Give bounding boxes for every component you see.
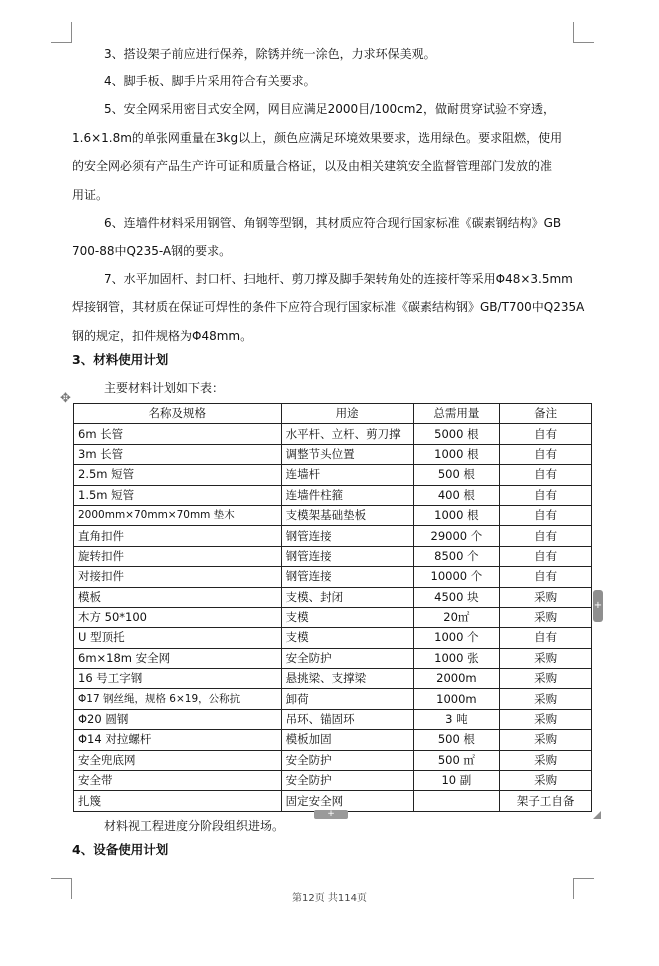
paragraph-7-line-1: 7、水平加固杆、封口杆、扫地杆、剪刀撑及脚手架转角处的连接杆等采用Φ48×3.5mm xyxy=(104,272,573,286)
cell-remark: 采购 xyxy=(500,750,592,770)
paragraph-5-line-3: 的安全网必须有产品生产许可证和质量合格证，以及由相关建筑安全监督管理部门发放的准 xyxy=(72,159,553,173)
cell-name: 6m 长管 xyxy=(74,424,282,444)
cell-name: 安全兜底网 xyxy=(74,750,282,770)
cell-quantity: 10 副 xyxy=(413,771,500,791)
table-header-row xyxy=(74,404,592,424)
crop-mark-top-right xyxy=(573,22,594,43)
cell-quantity: 10000 个 xyxy=(413,567,500,587)
cell-quantity: 4500 块 xyxy=(413,587,500,607)
cell-usage: 调整节头位置 xyxy=(281,444,413,464)
table-row xyxy=(74,546,592,566)
cell-usage: 支模架基础垫板 xyxy=(281,505,413,525)
materials-table xyxy=(73,403,592,812)
cell-remark: 自有 xyxy=(500,526,592,546)
cell-name: 扎篾 xyxy=(74,791,282,811)
table-row xyxy=(74,424,592,444)
cell-remark: 架子工自备 xyxy=(500,791,592,811)
cell-name: 2.5m 短管 xyxy=(74,465,282,485)
cell-usage: 支模 xyxy=(281,628,413,648)
cell-quantity: 29000 个 xyxy=(413,526,500,546)
cell-name: 1.5m 短管 xyxy=(74,485,282,505)
cell-remark: 自有 xyxy=(500,505,592,525)
cell-usage: 连墙杆 xyxy=(281,465,413,485)
table-row xyxy=(74,628,592,648)
cell-quantity: 400 根 xyxy=(413,485,500,505)
header-usage: 用途 xyxy=(281,404,413,424)
cell-name: 旋转扣件 xyxy=(74,546,282,566)
cell-usage: 吊环、锚固环 xyxy=(281,709,413,729)
table-row xyxy=(74,730,592,750)
cell-usage: 悬挑梁、支撑梁 xyxy=(281,669,413,689)
paragraph-5-line-4: 用证。 xyxy=(72,188,109,202)
cell-name: 2000mm×70mm×70mm 垫木 xyxy=(74,505,282,525)
cell-quantity: 500 ㎡ xyxy=(413,750,500,770)
cell-remark: 采购 xyxy=(500,709,592,729)
cell-remark: 自有 xyxy=(500,485,592,505)
cell-name: 16 号工字钢 xyxy=(74,669,282,689)
header-remarks: 备注 xyxy=(500,404,592,424)
paragraph-7-line-2: 焊接钢管，其材质在保证可焊性的条件下应符合现行国家标准《碳素结构钢》GB/T700中Q235A xyxy=(72,300,585,314)
cell-usage: 水平杆、立杆、剪刀撑 xyxy=(281,424,413,444)
table-row xyxy=(74,669,592,689)
cell-remark: 采购 xyxy=(500,669,592,689)
table-row xyxy=(74,567,592,587)
cell-quantity: 20㎡ xyxy=(413,607,500,627)
table-row xyxy=(74,587,592,607)
cell-name: Φ17 钢丝绳，规格 6×19，公称抗 xyxy=(74,689,282,709)
cell-quantity: 2000m xyxy=(413,669,500,689)
cell-remark: 自有 xyxy=(500,444,592,464)
table-row xyxy=(74,750,592,770)
paragraph-5-line-1: 5、安全网采用密目式安全网，网目应满足2000目/100cm2，做耐贯穿试验不穿透， xyxy=(104,102,556,116)
cell-usage: 钢管连接 xyxy=(281,526,413,546)
cell-remark: 采购 xyxy=(500,607,592,627)
add-row-icon[interactable]: + xyxy=(314,810,348,819)
paragraph-4: 4、脚手板、脚手片采用符合有关要求。 xyxy=(104,74,316,88)
section-4-heading: 4、设备使用计划 xyxy=(72,842,169,857)
table-row xyxy=(74,689,592,709)
cell-quantity: 1000 个 xyxy=(413,628,500,648)
cell-usage: 安全防护 xyxy=(281,771,413,791)
cell-remark: 自有 xyxy=(500,465,592,485)
table-row xyxy=(74,444,592,464)
cell-remark: 自有 xyxy=(500,628,592,648)
table-row xyxy=(74,465,592,485)
section-3-heading: 3、材料使用计划 xyxy=(72,352,169,367)
header-total-quantity: 总需用量 xyxy=(413,404,500,424)
cell-quantity xyxy=(413,791,500,811)
paragraph-5-line-2: 1.6×1.8m的单张网重量在3kg以上，颜色应满足环境效果要求，选用绿色。要求阻燃，使用 xyxy=(72,131,563,145)
cell-name: 木方 50*100 xyxy=(74,607,282,627)
cell-name: Φ20 圆钢 xyxy=(74,709,282,729)
paragraph-6-line-1: 6、连墙件材料采用钢管、角钢等型钢，其材质应符合现行国家标准《碳素钢结构》GB xyxy=(104,216,562,230)
cell-quantity: 1000 张 xyxy=(413,648,500,668)
cell-usage: 安全防护 xyxy=(281,648,413,668)
after-table-text: 材料视工程进度分阶段组织进场。 xyxy=(104,819,285,833)
paragraph-6-line-2: 700-88中Q235-A钢的要求。 xyxy=(72,244,232,258)
cell-name: U 型顶托 xyxy=(74,628,282,648)
cell-usage: 钢管连接 xyxy=(281,546,413,566)
table-row xyxy=(74,607,592,627)
cell-usage: 模板加固 xyxy=(281,730,413,750)
cell-quantity: 1000m xyxy=(413,689,500,709)
cell-usage: 支模 xyxy=(281,607,413,627)
cell-usage: 连墙件柱箍 xyxy=(281,485,413,505)
cell-name: 直角扣件 xyxy=(74,526,282,546)
expand-right-icon[interactable]: + xyxy=(593,590,603,622)
resize-handle-icon[interactable] xyxy=(593,811,601,819)
cell-quantity: 500 根 xyxy=(413,730,500,750)
cell-usage: 支模、封闭 xyxy=(281,587,413,607)
cell-remark: 采购 xyxy=(500,730,592,750)
cell-name: 3m 长管 xyxy=(74,444,282,464)
cell-quantity: 8500 个 xyxy=(413,546,500,566)
cell-name: Φ14 对拉螺杆 xyxy=(74,730,282,750)
table-row xyxy=(74,505,592,525)
table-intro: 主要材料计划如下表： xyxy=(104,381,225,395)
cell-name: 对接扣件 xyxy=(74,567,282,587)
page-footer: 第12页 共114页 xyxy=(292,893,367,904)
header-name-spec: 名称及规格 xyxy=(74,404,282,424)
cell-name: 模板 xyxy=(74,587,282,607)
cell-usage: 钢管连接 xyxy=(281,567,413,587)
cell-remark: 自有 xyxy=(500,567,592,587)
cell-remark: 采购 xyxy=(500,689,592,709)
paragraph-3: 3、搭设架子前应进行保养，除锈并统一涂色，力求环保美观。 xyxy=(104,47,436,61)
cell-remark: 采购 xyxy=(500,587,592,607)
cell-name: 安全带 xyxy=(74,771,282,791)
crop-mark-top-left xyxy=(51,22,72,43)
cell-usage: 安全防护 xyxy=(281,750,413,770)
table-row xyxy=(74,526,592,546)
cell-quantity: 3 吨 xyxy=(413,709,500,729)
cell-name: 6m×18m 安全网 xyxy=(74,648,282,668)
cell-remark: 采购 xyxy=(500,771,592,791)
cell-remark: 自有 xyxy=(500,546,592,566)
table-row xyxy=(74,709,592,729)
paragraph-7-line-3: 钢的规定，扣件规格为Φ48mm。 xyxy=(72,329,253,343)
table-row xyxy=(74,771,592,791)
table-row xyxy=(74,648,592,668)
table-row xyxy=(74,485,592,505)
cell-usage: 固定安全网 xyxy=(281,791,413,811)
cell-usage: 卸荷 xyxy=(281,689,413,709)
cell-quantity: 1000 根 xyxy=(413,444,500,464)
cell-remark: 自有 xyxy=(500,424,592,444)
move-handle-icon[interactable]: ✥ xyxy=(60,391,71,406)
cell-quantity: 1000 根 xyxy=(413,505,500,525)
cell-quantity: 5000 根 xyxy=(413,424,500,444)
cell-remark: 采购 xyxy=(500,648,592,668)
cell-quantity: 500 根 xyxy=(413,465,500,485)
